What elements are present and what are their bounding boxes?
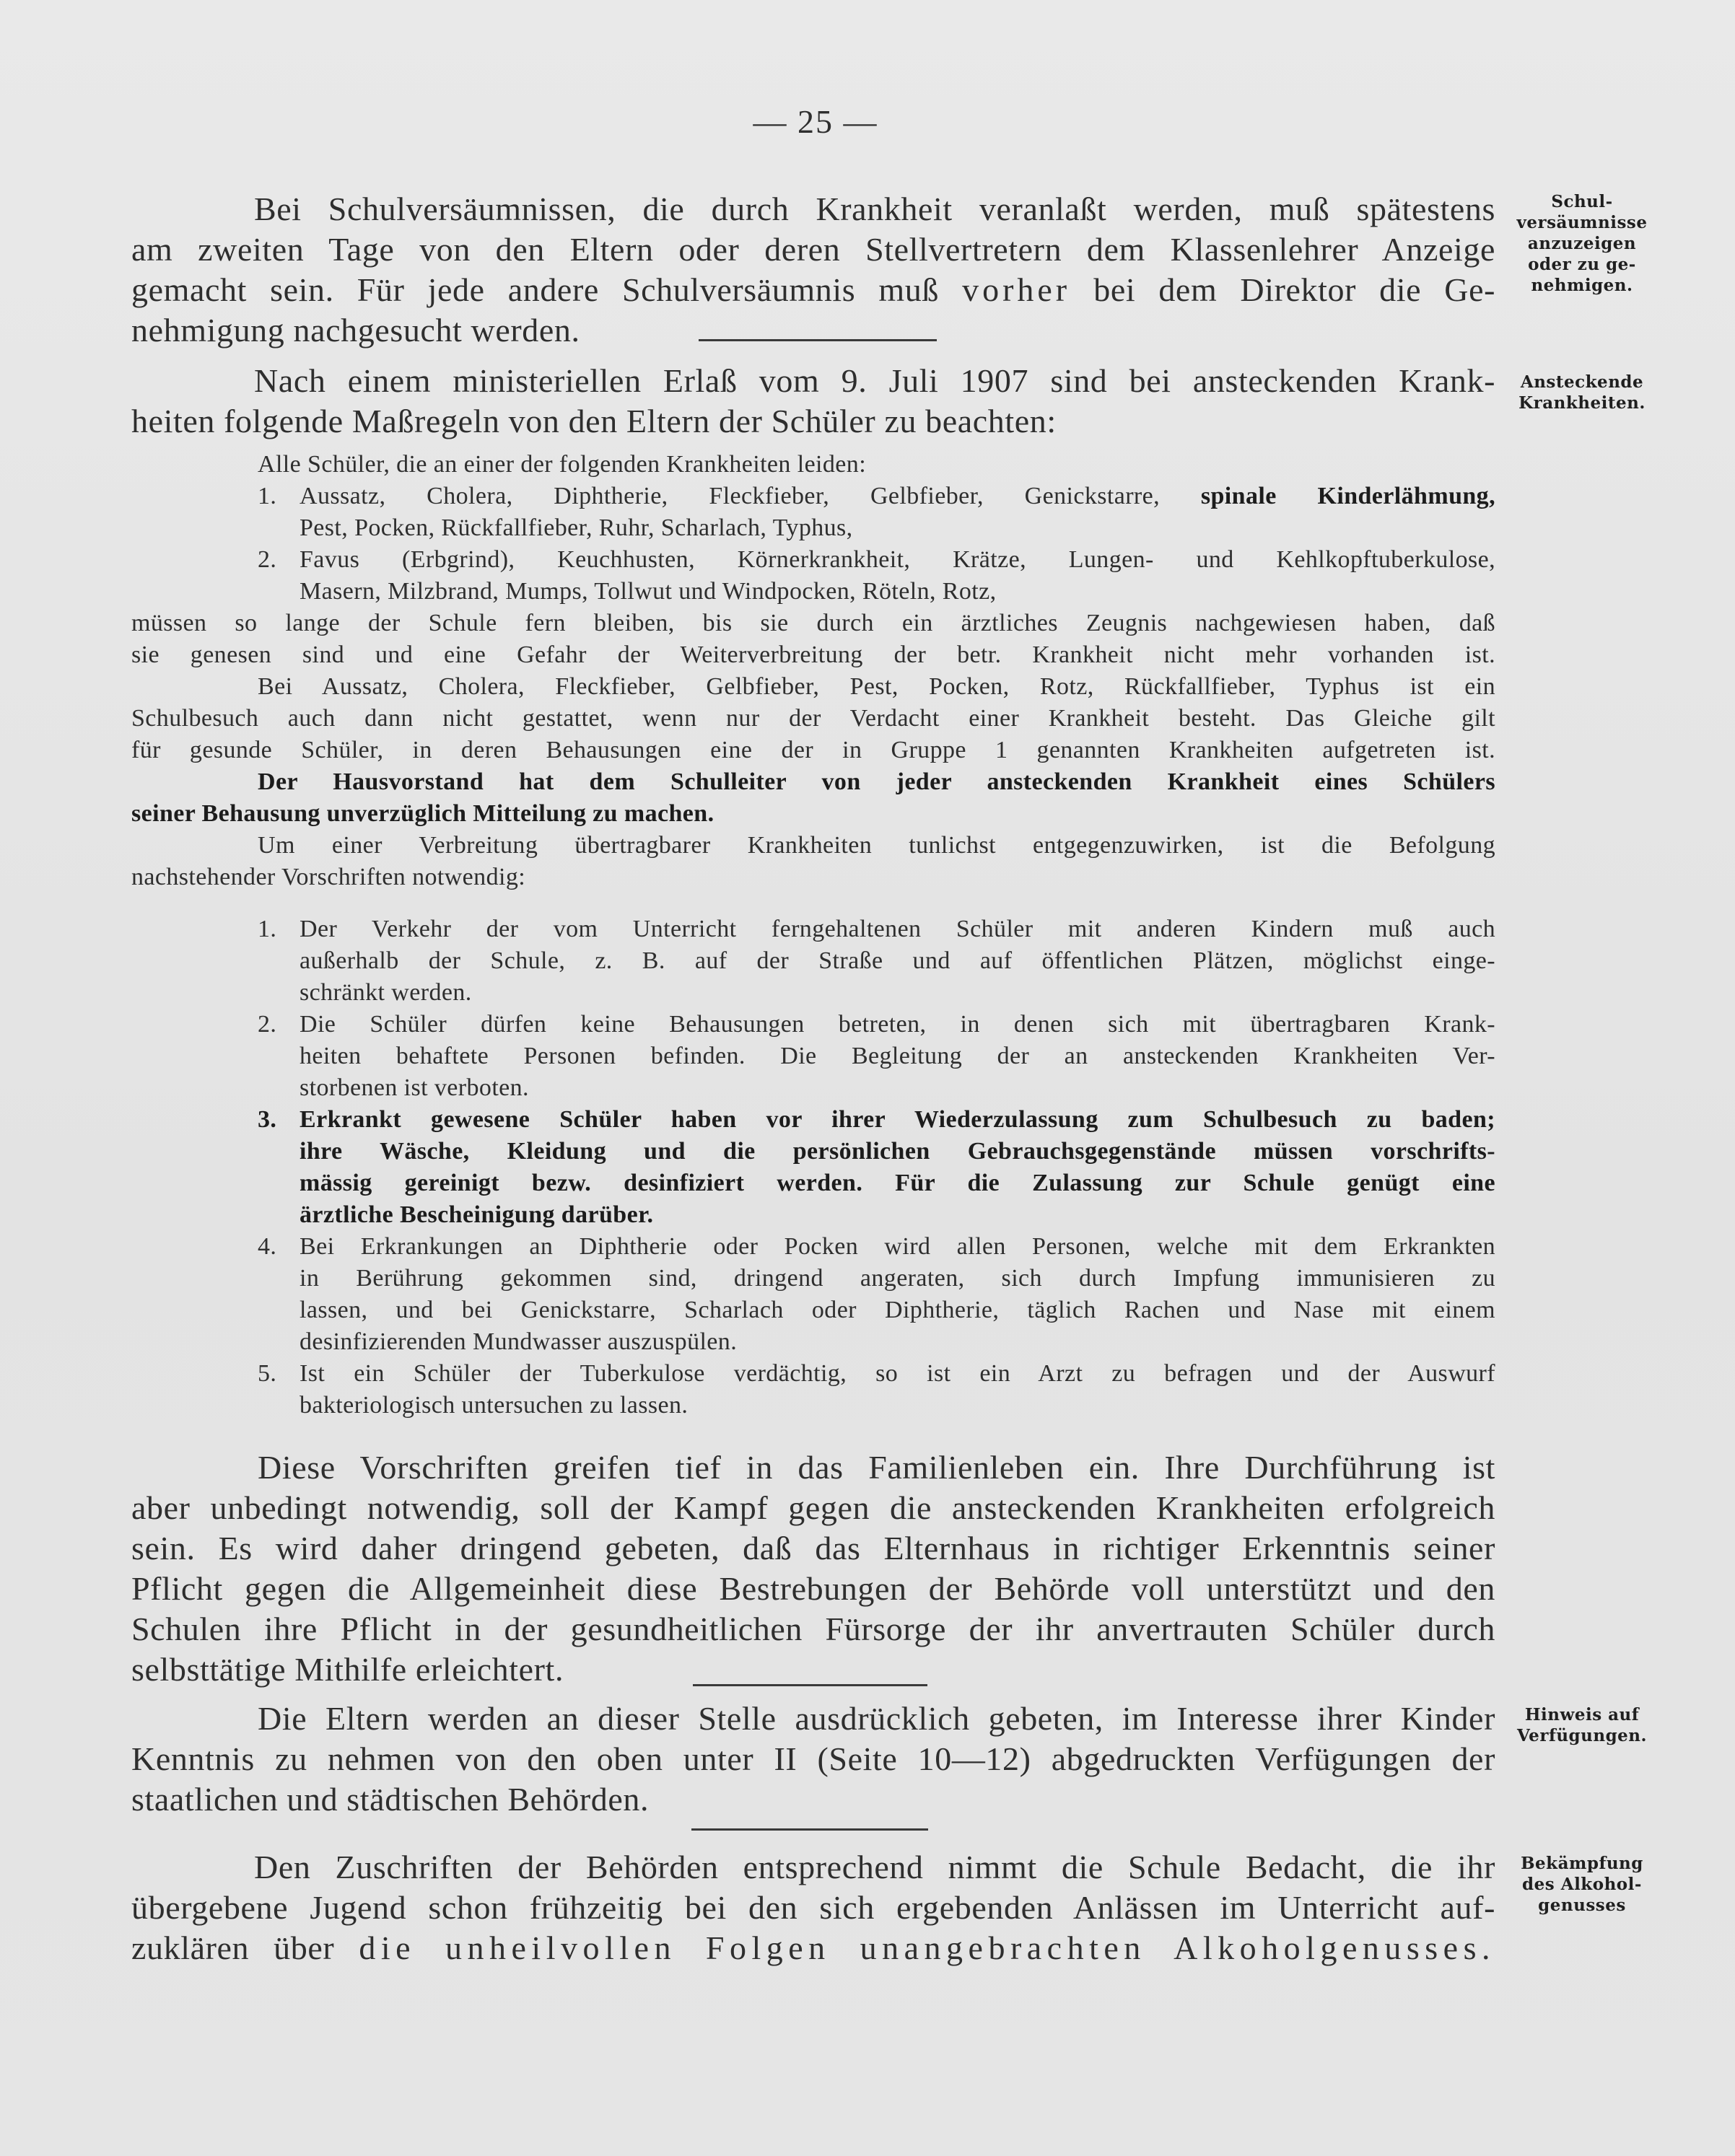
text-span: Die Schüler dürfen keine Behausungen betreten, in denen sich mit übertragbaren Krank- [300, 1011, 1495, 1038]
text-line: lassen, und bei Genickstarre, Scharlach oder Diphtherie, täglich Rachen und Nase mit einem [300, 1297, 1495, 1323]
list-number: 2. [258, 546, 277, 573]
text-span: gemacht sein. Für jede andere Schulversäumnis muß [131, 271, 939, 308]
text-bold-line: Der Hausvorstand hat dem Schulleiter von jeder ansteckenden Krankheit eines Schülers [258, 768, 1495, 795]
text-line: in Berührung gekommen sind, dringend angeraten, sich durch Impfung immunisieren zu [300, 1265, 1495, 1292]
text-line: Pest, Pocken, Rückfallfieber, Ruhr, Scharlach, Typhus, [300, 514, 853, 541]
sidenote-line: des Alkohol- [1522, 1875, 1642, 1894]
sidenote-line: nehmigen. [1531, 276, 1633, 295]
list-number: 5. [258, 1360, 277, 1387]
sidenote-line: Schul- [1551, 192, 1613, 211]
sidenote-alcohol [1510, 1853, 1654, 1916]
text-line: storbenen ist verboten. [300, 1074, 529, 1101]
text-line: selbsttätige Mithilfe erleichtert. [131, 1651, 564, 1688]
text-span: Der Verkehr der vom Unterricht ferngehaltenen Schüler mit anderen Kindern muß auch [300, 916, 1495, 942]
list-number: 1. [258, 916, 277, 942]
sidenote-line: Hinweis auf [1524, 1705, 1640, 1725]
text-line: Masern, Milzbrand, Mumps, Tollwut und Windpocken, Röteln, Rotz, [300, 578, 997, 605]
text-line: müssen so lange der Schule fern bleiben, bis sie durch ein ärztliches Zeugnis nachgewiesen haben, daß [131, 610, 1495, 636]
text-span: zuklären über [131, 1929, 335, 1966]
text-line: am zweiten Tage von den Eltern oder deren Stellvertretern dem Klassenlehrer Anzeige [131, 231, 1495, 268]
text-bold-line: mässig gereinigt bezw. desinfiziert werden. Für die Zulassung zur Schule genügt eine [300, 1170, 1495, 1196]
list-number: 2. [258, 1011, 277, 1038]
text-emphasis: vorher [962, 271, 1071, 308]
list-number: 4. [258, 1233, 277, 1260]
sidenote-line: versäumnisse [1516, 213, 1648, 232]
text-emphasis: die unheilvollen Folgen unangebrachten Alkoholgenusses. [359, 1929, 1495, 1966]
sidenote-line: anzuzeigen [1527, 234, 1637, 253]
text-line: Pflicht gegen die Allgemeinheit diese Bestrebungen der Behörde voll unterstützt und den [131, 1570, 1495, 1607]
list-item [258, 1231, 1495, 1263]
text-line: sie genesen sind und eine Gefahr der Weiterverbreitung der betr. Krankheit nicht mehr vorhanden ist. [131, 641, 1495, 668]
section-divider [699, 339, 937, 341]
sidenote-contagious-diseases [1510, 372, 1654, 413]
text-line: heiten folgende Maßregeln von den Eltern der Schüler zu beachten: [131, 403, 1057, 439]
text-line: nachstehender Vorschriften notwendig: [131, 864, 526, 890]
text-line: staatlichen und städtischen Behörden. [131, 1781, 650, 1818]
sidenote-line: Krankheiten. [1518, 393, 1646, 413]
text-line: übergebene Jugend schon frühzeitig bei den sich ergebenden Anlässen im Unterricht auf- [131, 1889, 1495, 1926]
text-line: nehmigung nachgesucht werden. [131, 312, 580, 349]
page-number: — 25 — [753, 103, 878, 140]
list-number: 1. [258, 483, 277, 509]
text-line: Schulen ihre Pflicht in der gesundheitlichen Fürsorge der ihr anvertrauten Schüler durch [131, 1611, 1495, 1647]
text-line: Um einer Verbreitung übertragbarer Krankheiten tunlichst entgegenzuwirken, ist die Befolgung [258, 832, 1495, 859]
section-divider [691, 1828, 928, 1831]
sidenote-line: oder zu ge- [1528, 255, 1636, 274]
text-span: Bei Erkrankungen an Diphtherie oder Pocken wird allen Personen, welche mit dem Erkrankten [300, 1233, 1495, 1260]
sidenote-school-absence [1510, 191, 1654, 296]
text-span: Ist ein Schüler der Tuberkulose verdächtig, so ist ein Arzt zu befragen und der Auswurf [300, 1360, 1495, 1387]
text-line: Bei Schulversäumnissen, die durch Krankheit veranlaßt werden, muß spätestens [254, 190, 1495, 227]
text-bold-line: seiner Behausung unverzüglich Mitteilung zu machen. [131, 800, 714, 827]
text-line [131, 1928, 1495, 1968]
text-span: Favus (Erbgrind), Keuchhusten, Körnerkrankheit, Krätze, Lungen- und Kehlkopftuberkulose, [300, 546, 1495, 573]
sidenote-line: genusses [1538, 1896, 1626, 1915]
text-line: Schulbesuch auch dann nicht gestattet, wenn nur der Verdacht einer Krankheit besteht. Das Gleiche gilt [131, 705, 1495, 732]
list-number: 3. [258, 1106, 277, 1133]
sidenote-line: Verfügungen. [1516, 1726, 1648, 1745]
text-span: Aussatz, Cholera, Diphtherie, Fleckfieber, Gelbfieber, Genickstarre, [300, 483, 1161, 509]
text-line: Alle Schüler, die an einer der folgenden Krankheiten leiden: [258, 451, 867, 478]
text-line: heiten behaftete Personen befinden. Die Begleitung der an ansteckenden Krankheiten Ver- [300, 1043, 1495, 1069]
text-line: sein. Es wird daher dringend gebeten, daß das Elternhaus in richtiger Erkenntnis seiner [131, 1530, 1495, 1566]
list-item [258, 544, 1495, 576]
list-item [258, 1009, 1495, 1040]
text-line: schränkt werden. [300, 979, 472, 1006]
text-line: außerhalb der Schule, z. B. auf der Straße und auf öffentlichen Plätzen, möglichst einge- [300, 947, 1495, 974]
list-item [258, 481, 1495, 512]
sidenote-line: Bekämpfung [1521, 1854, 1643, 1873]
text-line: desinfizierenden Mundwasser auszuspülen. [300, 1328, 738, 1355]
text-line [131, 270, 1495, 310]
text-line: Bei Aussatz, Cholera, Fleckfieber, Gelbfieber, Pest, Pocken, Rotz, Rückfallfieber, Typhus ist ein [258, 673, 1495, 700]
section-divider [693, 1684, 927, 1686]
text-span: bei dem Direktor die Ge- [1093, 271, 1495, 308]
text-bold-line: ihre Wäsche, Kleidung und die persönlichen Gebrauchsgegenstände müssen vorschrifts- [300, 1138, 1495, 1165]
list-item-bold [258, 1104, 1495, 1136]
sidenote-ordinances [1510, 1704, 1654, 1746]
list-item [258, 913, 1495, 945]
sidenote-line: Ansteckende [1520, 372, 1644, 392]
text-line: Nach einem ministeriellen Erlaß vom 9. Juli 1907 sind bei ansteckenden Krank- [254, 362, 1495, 399]
text-span: Erkrankt gewesene Schüler haben vor ihrer Wiederzulassung zum Schulbesuch zu baden; [300, 1106, 1495, 1133]
text-line: bakteriologisch untersuchen zu lassen. [300, 1392, 689, 1419]
text-line: Die Eltern werden an dieser Stelle ausdrücklich gebeten, im Interesse ihrer Kinder [258, 1700, 1495, 1737]
text-line: aber unbedingt notwendig, soll der Kampf gegen die ansteckenden Krankheiten erfolgreich [131, 1489, 1495, 1526]
text-line: Kenntnis zu nehmen von den oben unter II (Seite 10—12) abgedruckten Verfügungen der [131, 1740, 1495, 1777]
text-bold-line: ärztliche Bescheinigung darüber. [300, 1201, 654, 1228]
text-line: Diese Vorschriften greifen tief in das Familienleben ein. Ihre Durchführung ist [258, 1449, 1495, 1486]
text-line: Den Zuschriften der Behörden entsprechend nimmt die Schule Bedacht, die ihr [254, 1849, 1495, 1885]
list-item [258, 1358, 1495, 1390]
text-bold: spinale Kinderlähmung, [1200, 483, 1495, 509]
text-line: für gesunde Schüler, in deren Behausungen eine der in Gruppe 1 genannten Krankheiten aufgetreten ist. [131, 737, 1495, 763]
